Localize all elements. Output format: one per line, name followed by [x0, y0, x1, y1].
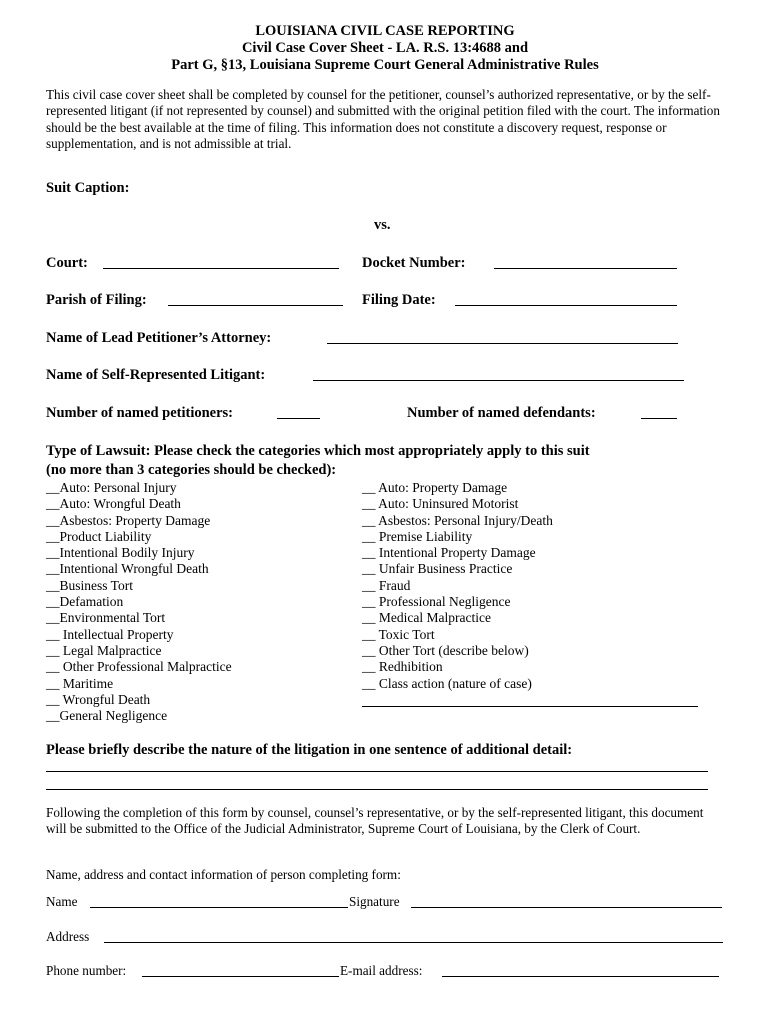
category-option[interactable]: __Defamation [46, 594, 124, 610]
address-label: Address [46, 929, 90, 944]
category-option[interactable]: __Auto: Wrongful Death [46, 496, 181, 512]
category-option[interactable]: __ Medical Malpractice [362, 610, 491, 626]
filing-date-label: Filing Date: [362, 292, 436, 308]
form-subtitle-1: Civil Case Cover Sheet - LA. R.S. 13:4688 and [241, 40, 529, 56]
defendants-label: Number of named defendants: [407, 405, 596, 421]
category-option[interactable]: __ Auto: Property Damage [362, 480, 508, 495]
parish-field[interactable] [168, 305, 343, 306]
attorney-field[interactable] [327, 343, 678, 344]
category-option[interactable]: __Product Liability [46, 528, 152, 544]
category-option[interactable]: __Asbestos: Property Damage [46, 512, 211, 528]
litigant-field[interactable] [313, 380, 684, 381]
form-subtitle-2: Part G, §13, Louisiana Supreme Court General Administrative Rules [171, 57, 599, 73]
email-label: E-mail address: [340, 963, 423, 978]
category-option[interactable]: __ Asbestos: Personal Injury/Death [362, 512, 553, 528]
category-option[interactable]: __ Toxic Tort [362, 626, 435, 642]
petitioners-label: Number of named petitioners: [46, 405, 234, 421]
lawsuit-type-heading: Type of Lawsuit: Please check the categories which most appropriately apply to this suit [46, 443, 590, 459]
category-option[interactable]: __Environmental Tort [46, 610, 166, 626]
intro-paragraph: This civil case cover sheet shall be completed by counsel for the petitioner, counsel’s authorized representative, or by the self-represented litigant (if not represented by counsel) and submitted with the original petition filed with the court. The information should be the best available at the time of filing. This information does not constitute a discovery request, response or supplementation, and is not admissible at trial. [46, 87, 720, 151]
attorney-label: Name of Lead Petitioner’s Attorney: [46, 330, 272, 346]
category-option[interactable]: __ Other Professional Malpractice [46, 659, 232, 675]
category-option[interactable]: __ Redhibition [362, 659, 443, 675]
signature-label: Signature [349, 894, 400, 909]
category-option[interactable]: __ Class action (nature of case) [362, 675, 532, 691]
phone-label: Phone number: [46, 963, 127, 978]
category-option[interactable]: __ Auto: Uninsured Motorist [362, 496, 519, 512]
category-option[interactable]: __Auto: Personal Injury [46, 480, 177, 495]
category-option[interactable]: __ Professional Negligence [362, 594, 511, 610]
category-option[interactable]: __ Maritime [46, 675, 114, 691]
court-label: Court: [46, 255, 88, 271]
category-option[interactable]: __ Intellectual Property [46, 626, 174, 642]
defendants-field[interactable] [641, 418, 677, 419]
category-option[interactable]: __ Premise Liability [362, 528, 473, 544]
category-option[interactable]: __ Fraud [362, 577, 411, 593]
class-action-description-field[interactable] [362, 706, 698, 707]
lawsuit-categories-right [362, 480, 553, 692]
lawsuit-type-note: (no more than 3 categories should be checked): [46, 462, 337, 478]
category-option[interactable]: __ Wrongful Death [46, 691, 151, 707]
filing-date-field[interactable] [455, 305, 677, 306]
category-option[interactable]: __ Unfair Business Practice [362, 561, 513, 577]
description-line-1[interactable] [46, 771, 708, 772]
name-label: Name [46, 894, 78, 909]
description-line-2[interactable] [46, 789, 708, 790]
name-field[interactable] [90, 907, 348, 908]
vs-label: vs. [374, 217, 391, 233]
describe-heading: Please briefly describe the nature of the litigation in one sentence of additional detail: [46, 742, 573, 758]
phone-field[interactable] [142, 976, 339, 977]
address-field[interactable] [104, 942, 723, 943]
docket-number-label: Docket Number: [362, 255, 466, 271]
contact-heading: Name, address and contact information of person completing form: [46, 867, 401, 882]
category-option[interactable]: __General Negligence [46, 708, 168, 724]
submission-paragraph: Following the completion of this form by counsel, counsel’s representative, or by the self-represented litigant, this document will be submitted to the Office of the Judicial Administrator, Supreme Court of Louisiana, by the Clerk of Court. [46, 805, 704, 837]
court-field[interactable] [103, 268, 339, 269]
petitioners-field[interactable] [277, 418, 320, 419]
email-field[interactable] [442, 976, 719, 977]
signature-field[interactable] [411, 907, 722, 908]
category-option[interactable]: __Intentional Wrongful Death [46, 561, 209, 577]
lawsuit-categories-left [46, 480, 232, 724]
category-option[interactable]: __Intentional Bodily Injury [46, 545, 195, 561]
category-option[interactable]: __ Legal Malpractice [46, 642, 162, 658]
docket-number-field[interactable] [494, 268, 677, 269]
category-option[interactable]: __Business Tort [46, 577, 133, 593]
category-option[interactable]: __ Other Tort (describe below) [362, 642, 529, 658]
category-option[interactable]: __ Intentional Property Damage [362, 545, 536, 561]
litigant-label: Name of Self-Represented Litigant: [46, 367, 266, 383]
form-title: LOUISIANA CIVIL CASE REPORTING [255, 23, 515, 39]
parish-label: Parish of Filing: [46, 292, 147, 308]
suit-caption-label: Suit Caption: [46, 180, 130, 196]
